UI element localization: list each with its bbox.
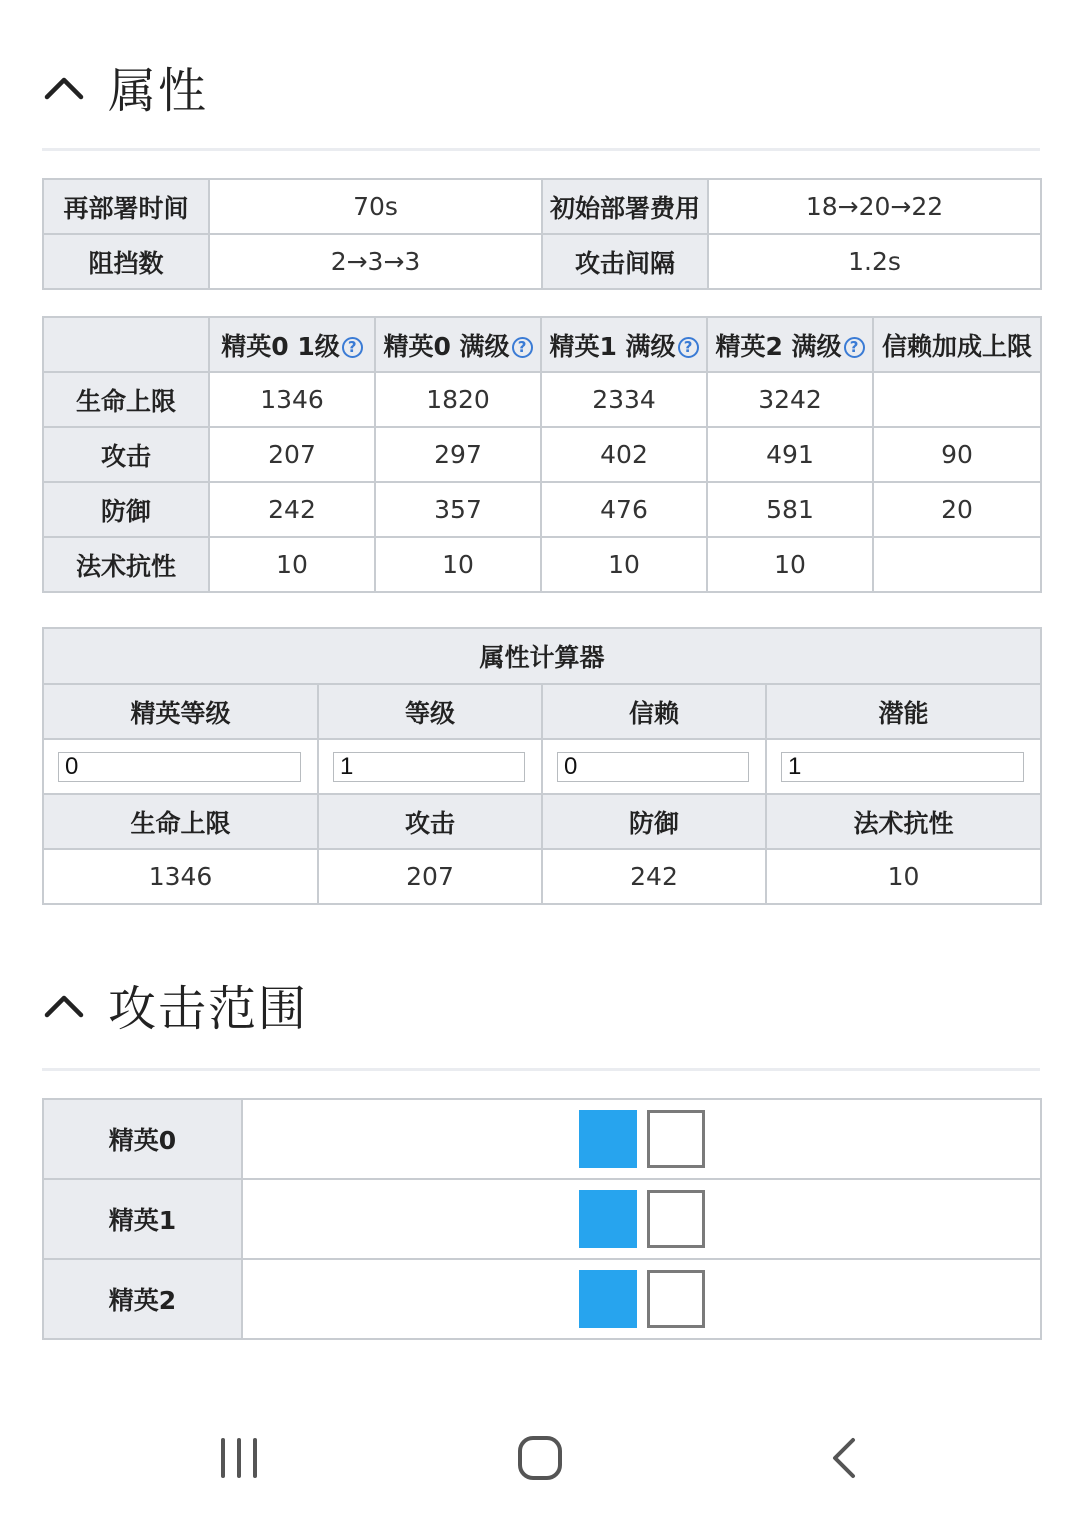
range-grid-cell: [242, 1099, 1041, 1179]
home-button[interactable]: [500, 1428, 580, 1488]
block-count-label: 阻挡数: [43, 234, 209, 289]
question-circle-icon[interactable]: ?: [512, 337, 533, 358]
table-cell: 10: [707, 537, 873, 592]
range-grid: [243, 1190, 1040, 1248]
table-cell: 297: [375, 427, 541, 482]
column-header-elite2-max: [707, 317, 873, 372]
potential-label: 潜能: [766, 684, 1041, 739]
range-label-elite2: 精英2: [43, 1259, 242, 1339]
table-cell: 402: [541, 427, 707, 482]
table-cell: [873, 537, 1041, 592]
table-cell: 90: [873, 427, 1041, 482]
potential-input[interactable]: [781, 752, 1024, 782]
table-cell: [873, 372, 1041, 427]
column-header-elite0-max: [375, 317, 541, 372]
result-hp-value: 1346: [43, 849, 318, 904]
question-circle-icon[interactable]: ?: [844, 337, 865, 358]
column-header-label: 精英0 满级: [383, 331, 510, 361]
table-cell: [318, 739, 542, 794]
calculator-title: 属性计算器: [43, 628, 1041, 684]
table-header-row: [43, 317, 1041, 372]
range-grid-cell: [242, 1179, 1041, 1259]
table-cell: 10: [375, 537, 541, 592]
back-button[interactable]: [804, 1428, 884, 1488]
table-row: [43, 234, 1041, 289]
table-row: [43, 739, 1041, 794]
result-def-value: 242: [542, 849, 766, 904]
column-header-label: 精英0 1级: [221, 331, 340, 361]
range-grid: [243, 1270, 1040, 1328]
range-target-tile: [647, 1110, 705, 1168]
column-header-trust-bonus: 信赖加成上限: [873, 317, 1041, 372]
attack-interval-value: 1.2s: [708, 234, 1041, 289]
range-operator-tile: [579, 1110, 637, 1168]
block-count-value: 2→3→3: [209, 234, 542, 289]
table-cell: [43, 739, 318, 794]
table-cell: 20: [873, 482, 1041, 537]
table-cell: 3242: [707, 372, 873, 427]
table-cell: [766, 739, 1041, 794]
attributes-section-header[interactable]: [42, 52, 208, 121]
attack-range-table: [42, 1098, 1042, 1340]
level-input[interactable]: [333, 752, 525, 782]
chevron-up-icon[interactable]: [42, 983, 86, 1027]
table-cell: 1346: [209, 372, 375, 427]
range-label-elite1: 精英1: [43, 1179, 242, 1259]
section-divider: [42, 148, 1040, 151]
table-row: [43, 179, 1041, 234]
range-operator-tile: [579, 1190, 637, 1248]
stats-table: [42, 316, 1042, 593]
range-operator-tile: [579, 1270, 637, 1328]
table-row: [43, 1099, 1041, 1179]
table-row: [43, 427, 1041, 482]
section-title-attributes: 属性: [108, 63, 209, 119]
table-row: [43, 1259, 1041, 1339]
range-target-tile: [647, 1190, 705, 1248]
table-row: [43, 482, 1041, 537]
trust-input[interactable]: [557, 752, 749, 782]
column-header-label: 精英2 满级: [715, 331, 842, 361]
column-header-elite0-lv1: [209, 317, 375, 372]
range-grid-cell: [242, 1259, 1041, 1339]
range-label-elite0: 精英0: [43, 1099, 242, 1179]
home-icon: [517, 1435, 563, 1481]
row-label-atk: 攻击: [43, 427, 209, 482]
result-res-value: 10: [766, 849, 1041, 904]
range-grid: [243, 1110, 1040, 1168]
question-circle-icon[interactable]: ?: [678, 337, 699, 358]
empty-corner-cell: [43, 317, 209, 372]
result-atk-label: 攻击: [318, 794, 542, 849]
range-target-tile: [647, 1270, 705, 1328]
column-header-elite1-max: [541, 317, 707, 372]
attack-interval-label: 攻击间隔: [542, 234, 708, 289]
section-title-attack-range: 攻击范围: [108, 981, 309, 1037]
table-row: [43, 849, 1041, 904]
table-cell: 1820: [375, 372, 541, 427]
result-atk-value: 207: [318, 849, 542, 904]
attribute-calculator-table: [42, 627, 1042, 905]
question-circle-icon[interactable]: ?: [342, 337, 363, 358]
initial-cost-value: 18→20→22: [708, 179, 1041, 234]
redeploy-time-value: 70s: [209, 179, 542, 234]
redeploy-time-label: 再部署时间: [43, 179, 209, 234]
table-cell: 476: [541, 482, 707, 537]
table-cell: 10: [541, 537, 707, 592]
table-cell: 207: [209, 427, 375, 482]
deploy-info-table: [42, 178, 1042, 290]
table-row: [43, 372, 1041, 427]
elite-level-input[interactable]: [58, 752, 301, 782]
column-header-label: 精英1 满级: [549, 331, 676, 361]
row-label-hp: 生命上限: [43, 372, 209, 427]
result-def-label: 防御: [542, 794, 766, 849]
recent-apps-icon: [217, 1436, 261, 1480]
elite-level-label: 精英等级: [43, 684, 318, 739]
table-cell: 10: [209, 537, 375, 592]
row-label-res: 法术抗性: [43, 537, 209, 592]
table-cell: [542, 739, 766, 794]
table-cell: 581: [707, 482, 873, 537]
table-header-row: [43, 794, 1041, 849]
row-label-def: 防御: [43, 482, 209, 537]
table-cell: 242: [209, 482, 375, 537]
table-cell: 2334: [541, 372, 707, 427]
table-cell: 491: [707, 427, 873, 482]
table-cell: 357: [375, 482, 541, 537]
result-hp-label: 生命上限: [43, 794, 318, 849]
back-icon: [829, 1436, 859, 1480]
trust-label: 信赖: [542, 684, 766, 739]
table-row: [43, 1179, 1041, 1259]
section-divider: [42, 1068, 1040, 1071]
level-label: 等级: [318, 684, 542, 739]
chevron-up-icon[interactable]: [42, 65, 86, 109]
table-header-row: [43, 628, 1041, 684]
navigation-bar: [0, 1400, 1080, 1520]
table-header-row: [43, 684, 1041, 739]
result-res-label: 法术抗性: [766, 794, 1041, 849]
initial-cost-label: 初始部署费用: [542, 179, 708, 234]
attack-range-section-header[interactable]: [42, 970, 308, 1039]
table-row: [43, 537, 1041, 592]
recent-apps-button[interactable]: [199, 1428, 279, 1488]
